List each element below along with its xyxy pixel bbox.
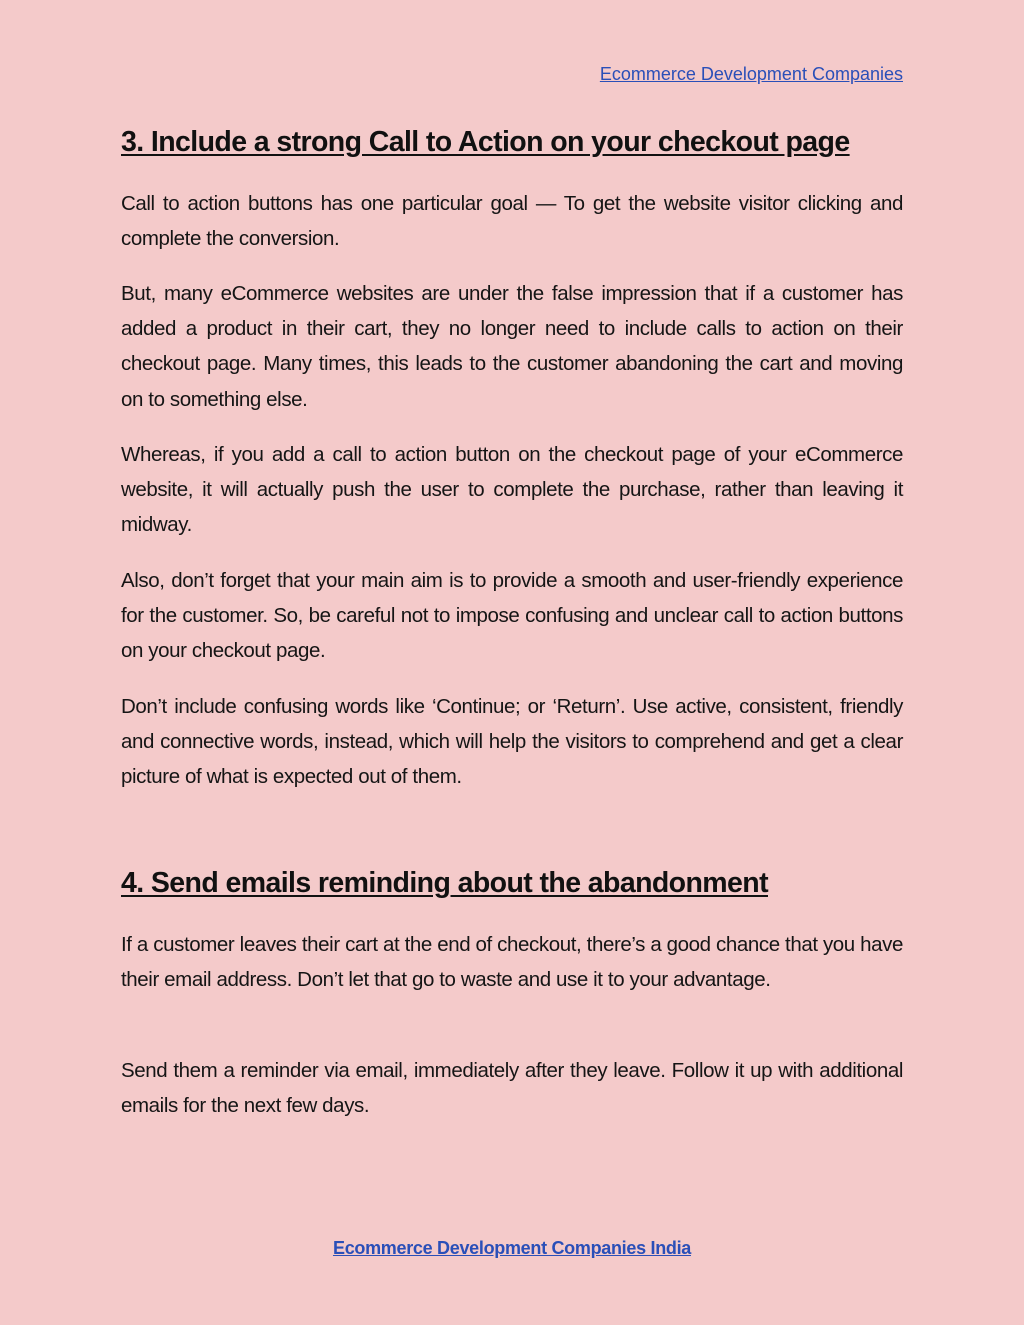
section-3-paragraph-4: Also, don’t forget that your main aim is to provide a smooth and user-friendly experience for the customer. So, be careful not to impose confusing and unclear call to action buttons on your checkout page. — [121, 569, 903, 663]
document-page — [121, 0, 903, 1325]
header-link[interactable]: Ecommerce Development Companies — [599, 64, 903, 84]
section-3-paragraph-3: Whereas, if you add a call to action button on the checkout page of your eCommerce website, it will actually push the user to complete the purchase, rather than leaving it midway. — [121, 443, 903, 537]
section-3-paragraph-2: But, many eCommerce websites are under the false impression that if a customer has added a product in their cart, they no longer need to include calls to action on their checkout page. Many times, this leads to the customer abandoning the cart and moving on to something else. — [121, 282, 903, 411]
footer-link[interactable]: Ecommerce Development Companies India — [332, 1238, 691, 1258]
section-3-paragraph-5: Don’t include confusing words like ‘Continue; or ‘Return’. Use active, consistent, friendly and connective words, instead, which will help the visitors to comprehend and get a clear picture of what is expected out of them. — [121, 695, 903, 789]
section-4-paragraph-2: Send them a reminder via email, immediately after they leave. Follow it up with additional emails for the next few days. — [121, 1059, 903, 1118]
section-4-paragraph-1: If a customer leaves their cart at the end of checkout, there’s a good chance that you have their email address. Don’t let that go to waste and use it to your advantage. — [121, 933, 903, 992]
section-3-paragraph-1: Call to action buttons has one particular goal — To get the website visitor clicking and complete the conversion. — [121, 192, 903, 251]
section-4-heading: 4. Send emails reminding about the abandonment — [121, 867, 768, 899]
section-3-heading: 3. Include a strong Call to Action on your checkout page — [121, 126, 850, 158]
